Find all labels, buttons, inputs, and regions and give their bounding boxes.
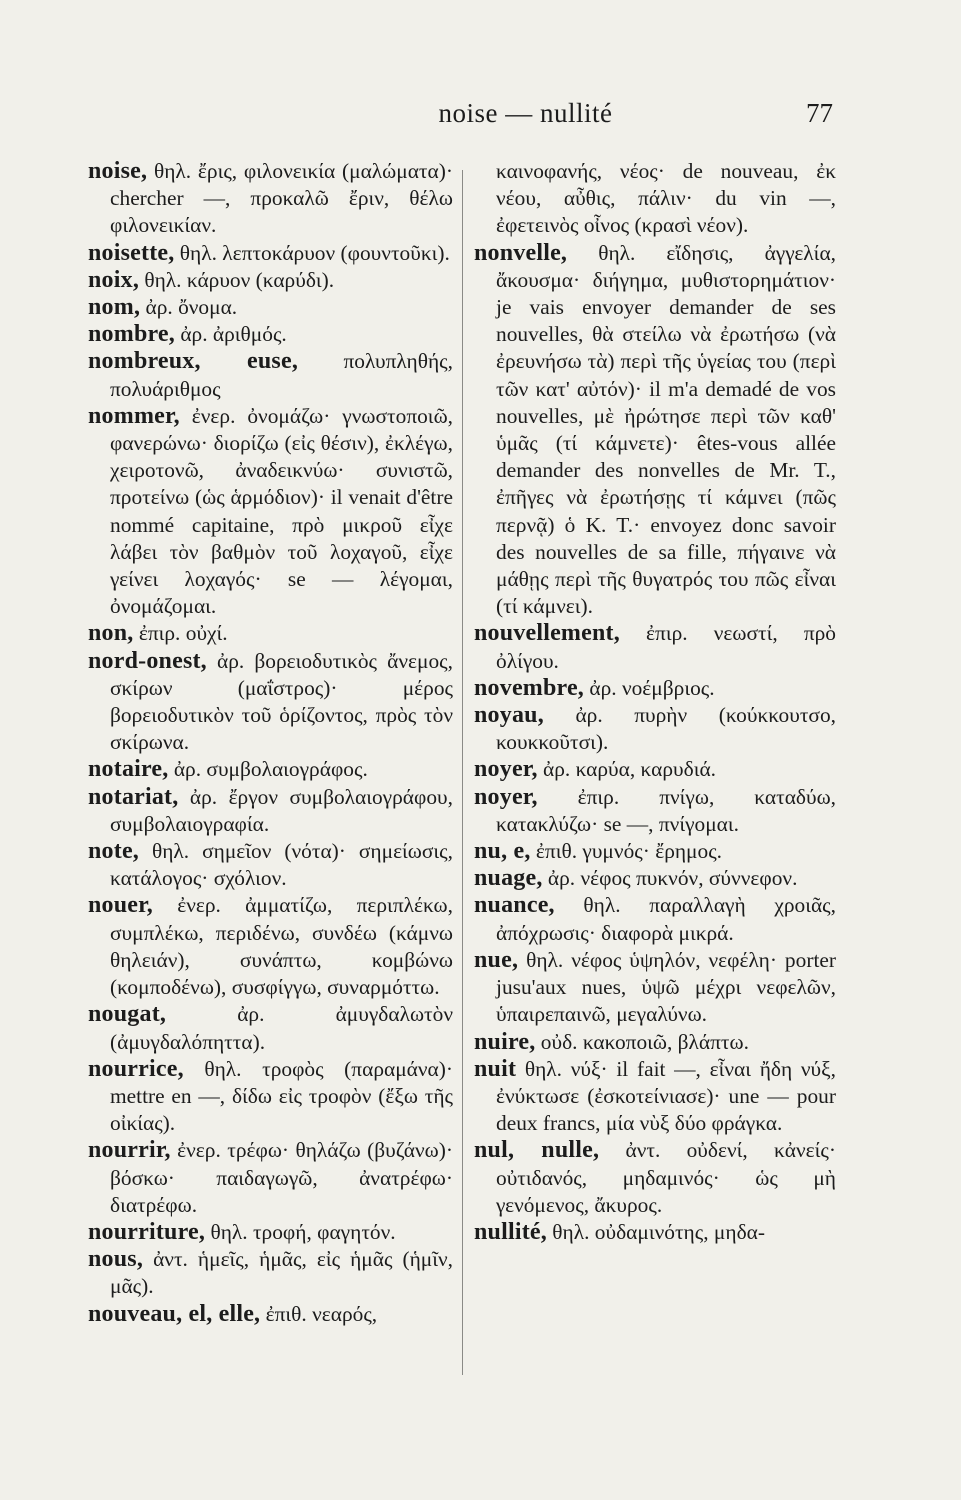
entry-headword: nord-onest, <box>88 647 207 674</box>
entry-headword: noise, <box>88 158 148 184</box>
entry-headword: nouer, <box>88 892 153 919</box>
entry-headword: nuance, <box>474 892 555 919</box>
entry-definition: οὐδ. κακοποιῶ, βλάπτω. <box>535 1029 749 1054</box>
right-column <box>474 158 836 1246</box>
entry-definition: ἐνερ. τρέφω· θηλάζω (βυζάνω)· βόσκω· παιδαγωγῶ, ἀνατρέφω· διατρέφω. <box>110 1138 453 1217</box>
entry-headword: noyer, <box>474 756 538 783</box>
dictionary-entry <box>474 756 836 783</box>
entry-headword: notariat, <box>88 783 179 810</box>
dictionary-entry <box>88 348 453 402</box>
dictionary-entry <box>88 892 453 1001</box>
dictionary-entry <box>474 1056 836 1138</box>
dictionary-entry <box>474 675 836 702</box>
entry-definition: θηλ. ἔρις, φιλονεικία (μαλώματα)· chercher —, προκαλῶ ἔριν, θέλω φιλονεικίαν. <box>110 159 453 238</box>
dictionary-entry <box>474 838 836 865</box>
entry-definition: ἀρ. νοέμβριος. <box>584 675 715 700</box>
dictionary-entry <box>474 947 836 1029</box>
entry-headword: nuire, <box>474 1028 536 1055</box>
dictionary-entry <box>88 1246 453 1300</box>
entry-headword: noisette, <box>88 239 175 266</box>
left-column <box>88 158 453 1328</box>
dictionary-entry <box>474 892 836 946</box>
entry-definition: θηλ. νέφος ὑψηλόν, νεφέλη· porter jusu'aux nues, ὑψῶ μέχρι νεφελῶν, ὑπαιρεπαινῶ, μεγαλύνω. <box>496 947 836 1027</box>
entry-headword: nous, <box>88 1246 144 1273</box>
entry-definition: θηλ. νύξ· il fait —, εἶναι ἤδη νύξ, ἐνύκτωσε (ἐσκοτείνιασε)· une — pour deux francs, μία νὺξ δύο φράγκα. <box>496 1056 836 1136</box>
dictionary-entry <box>88 756 453 783</box>
page-header <box>88 98 833 138</box>
entry-headword: notaire, <box>88 756 169 783</box>
entry-definition: ἐπιρ. πνίγω, καταδύω, κατακλύζω· se —, πνίγομαι. <box>496 784 836 836</box>
entry-headword: nourriture, <box>88 1218 206 1245</box>
entry-definition: ἐπιρ. οὐχί. <box>133 621 228 646</box>
dictionary-entry <box>88 1001 453 1055</box>
entry-definition: ἀρ. ἀμυγδαλωτὸν (ἀμυγδαλόπηττα). <box>110 1002 453 1054</box>
entry-definition: ἀντ. ἡμεῖς, ἡμᾶς, εἰς ἡμᾶς (ἡμῖν, μᾶς). <box>110 1247 453 1299</box>
entry-headword: noyau, <box>474 702 544 729</box>
entry-headword: nuit <box>474 1055 517 1082</box>
dictionary-entry <box>474 784 836 838</box>
dictionary-entry <box>474 1137 836 1219</box>
dictionary-entry <box>474 702 836 756</box>
dictionary-entry <box>474 158 836 240</box>
entry-headword: nougat, <box>88 1001 167 1028</box>
dictionary-entry <box>88 321 453 348</box>
entry-definition: καινοφανής, νέος· de nouveau, ἐκ νέου, αὖθις, πάλιν· du vin —, ἐφετεινὸς οἶνος (κρασὶ νέον). <box>496 159 836 238</box>
dictionary-entry <box>88 620 453 647</box>
dictionary-entry <box>88 1137 453 1219</box>
entry-definition: ἀρ. ἔργον συμβολαιογράφου, συμβολαιογραφία. <box>110 784 453 836</box>
entry-definition: ἀρ. συμβολαιογράφος. <box>168 757 368 782</box>
entry-headword: nullité, <box>474 1218 547 1245</box>
entry-definition: πολυπληθής, πολυάριθμος <box>110 349 453 401</box>
entry-headword: novembre, <box>474 674 585 701</box>
entry-headword: nommer, <box>88 402 180 429</box>
entry-headword: nourrir, <box>88 1137 171 1164</box>
dictionary-entry <box>88 294 453 321</box>
dictionary-entry <box>474 1029 836 1056</box>
dictionary-entry <box>474 1219 836 1246</box>
running-head: noise — nullité <box>438 98 613 128</box>
entry-headword: nonvelle, <box>474 239 568 266</box>
dictionary-entry <box>88 1056 453 1138</box>
entry-definition: ἐνερ. ὀνομάζω· γνωστοποιῶ, φανερώνω· διορίζω (εἰς θέσιν), ἐκλέγω, χειροτονῶ, ἀναδεικνύω· συνιστῶ, προτείνω (ὡς ἁρμόδιον)· il venait d'être nommé capitaine, πρὸ μικροῦ εἶχε λάβει τὸν βαθμὸν τοῦ λοχαγοῦ, εἶχε γείνει λοχαγός· se — λέγομαι, ὀνομάζομαι. <box>110 403 453 619</box>
dictionary-entry <box>88 267 453 294</box>
dictionary-entry <box>88 240 453 267</box>
entry-definition: ἐπιθ. γυμνός· ἔρημος. <box>530 839 723 864</box>
entry-headword: nue, <box>474 946 519 973</box>
dictionary-entry <box>88 1219 453 1246</box>
entry-headword: nom, <box>88 294 141 321</box>
entry-definition: ἀρ. βορειοδυτικὸς ἄνεμος, σκίρων (μαΐστρος)· μέρος βορειοδυτικὸν τοῦ ὁρίζοντος, πρὸς τὸν σκίρωνα. <box>110 648 453 755</box>
dictionary-entry <box>88 838 453 892</box>
dictionary-entry <box>474 240 836 621</box>
entry-definition: ἀρ. πυρὴν (κούκκουτσο, κουκκοῦτσι). <box>496 703 836 755</box>
entry-definition: ἀρ. καρύα, καρυδιά. <box>537 757 716 782</box>
entry-definition: θηλ. σημεῖον (νότα)· σημείωσις, κατάλογος· σχόλιον. <box>110 839 453 891</box>
entry-headword: note, <box>88 838 139 865</box>
entry-definition: θηλ. οὐδαμινότης, μηδα- <box>546 1219 765 1244</box>
entry-headword: nourrice, <box>88 1055 184 1082</box>
dictionary-entry <box>474 865 836 892</box>
column-divider <box>462 170 463 1375</box>
page-number: 77 <box>806 98 833 128</box>
dictionary-entry <box>88 648 453 757</box>
entry-headword: nu, e, <box>474 838 531 865</box>
entry-headword: nuage, <box>474 865 543 892</box>
dictionary-entry <box>474 620 836 674</box>
entry-headword: non, <box>88 620 134 647</box>
entry-headword: nouveau, el, elle, <box>88 1300 261 1327</box>
dictionary-entry <box>88 403 453 621</box>
entry-definition: θηλ. εἴδησις, ἀγγελία, ἄκουσμα· διήγημα, μυθιστορημάτιον· je vais envoyer demander de ses nouvelles, θὰ στείλω νὰ ἐρωτήσω (νὰ ἐρευνήσω τὰ) περὶ τῆς ὑγείας του (περὶ τῶν κατ' αὐτόν)· il m'a demadé de vos nouvelles, μὲ ἠρώτησε περὶ τῶν καθ' ὑμᾶς (τί κάμνετε)· êtes-vous allée demander des nonvelles de Mr. T., ἐπῆγες νὰ ἐρωτήσῃς τί κάμνει (πῶς περνᾷ) ὁ K. T.· envoyez donc savoir des nouvelles de sa fille, πήγαινε νὰ μάθῃς περὶ τῆς θυγατρός του πῶς εἶναι (τί κάμνει). <box>496 240 836 619</box>
dictionary-entry <box>88 1301 453 1328</box>
entry-headword: nul, nulle, <box>474 1137 600 1164</box>
entry-definition: ἐνερ. ἀμματίζω, περιπλέκω, συμπλέκω, περιδένω, συνδέω (κάμνω θηλειάν), συνάπτω, κομβώνω (κομποδένω), συσφίγγω, συναρμόττω. <box>110 893 453 1000</box>
dictionary-entry <box>88 158 453 240</box>
entry-definition: ἀρ. ὄνομα. <box>140 295 238 320</box>
entry-definition: θηλ. τροφὸς (παραμάνα)· mettre en —, δίδω εἰς τροφὸν (ἔξω τῆς οἰκίας). <box>110 1056 453 1136</box>
entry-definition: ἐπιθ. νεαρός, <box>260 1301 378 1326</box>
entry-definition: ἀρ. νέφος πυκνόν, σύννεφον. <box>542 866 798 891</box>
entry-definition: θηλ. κάρυον (καρύδι). <box>139 267 335 292</box>
entry-definition: θηλ. λεπτοκάρυον (φουντοῦκι). <box>174 240 450 265</box>
entry-headword: noyer, <box>474 783 538 810</box>
entry-definition: θηλ. τροφή, φαγητόν. <box>205 1219 396 1244</box>
entry-headword: nombreux, euse, <box>88 348 299 375</box>
dictionary-entry <box>88 784 453 838</box>
entry-headword: nouvellement, <box>474 620 620 647</box>
entry-headword: nombre, <box>88 321 175 348</box>
entry-definition: ἀντ. οὐδενί, κἀνείς· οὐτιδανός, μηδαμινός· ὡς μὴ γενόμενος, ἄκυρος. <box>496 1138 837 1217</box>
entry-definition: ἀρ. ἀριθμός. <box>174 322 287 347</box>
entry-definition: θηλ. παραλλαγὴ χροιᾶς, ἀπόχρωσις· διαφορὰ μικρά. <box>496 893 836 945</box>
entry-definition: ἐπιρ. νεωστί, πρὸ ὀλίγου. <box>496 621 836 673</box>
entry-headword: noix, <box>88 266 140 293</box>
